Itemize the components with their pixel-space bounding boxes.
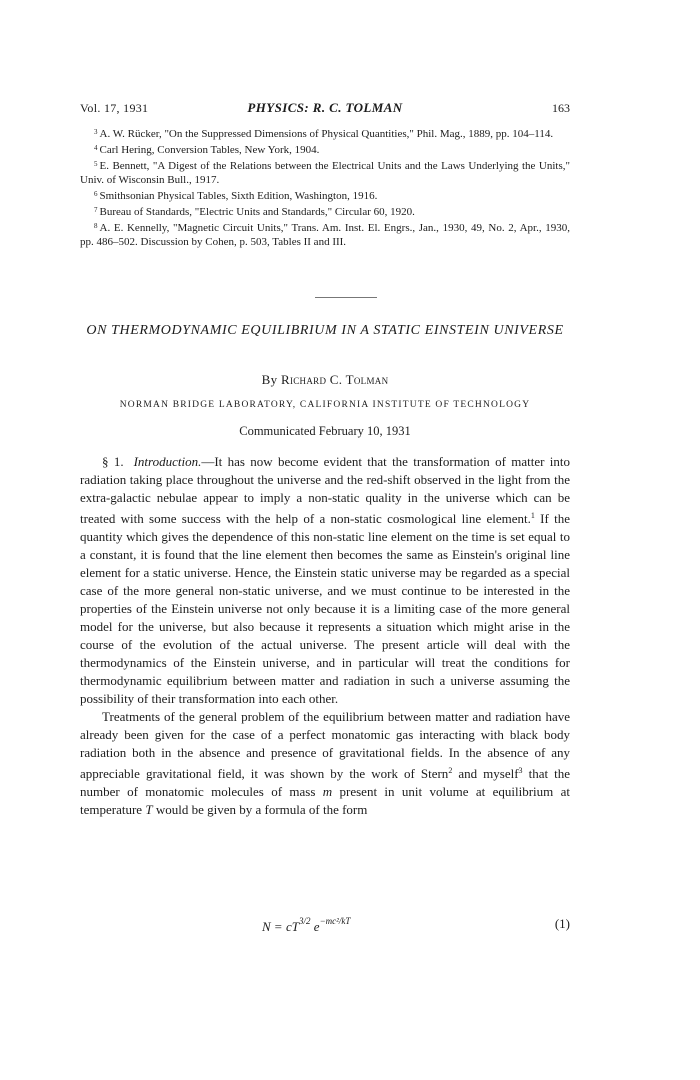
paragraph [80,708,570,819]
paragraph-text: —It has now become evident that the transformation of matter into radiation taking place throughout the universe and the red-shift observed in the light from the extra-galactic nebulae appear to imply a non-static quality in the universe which can be treated with some success with the help of a non-static cosmological line element. [80,454,571,526]
reference-item [80,219,570,249]
article-body [80,453,570,819]
reference-item [80,157,570,187]
section-divider [315,297,377,298]
affiliation: NORMAN BRIDGE LABORATORY, CALIFORNIA INSTITUTE OF TECHNOLOGY [119,400,531,410]
paragraph-text: If the quantity which gives the dependence of this non-static line element on the time is set equal to a constant, it is found that the line element then becomes the same as Einstein's original line element for a static universe. Hence, the Einstein static universe may be regarded as a special case of the more general non-static universe, and we must continue to be interested in the properties of the Einstein universe not only because it is a limiting case of the more general model for the universe, but also because it represents a situation which might arise in the course of the evolution of the actual universe. The present article will deal with the thermodynamics of the Einstein universe, and in particular will treat the conditions for thermodynamic equilibrium between matter and radiation in such a universe assuming the possibility of their transformation into each other. [80,511,570,706]
paragraph [80,453,570,708]
section-number: § 1. [102,454,124,469]
reference-number: 6 [94,190,98,198]
volume-label: Vol. 17, 1931 [80,101,149,115]
byline-prefix: By [261,372,278,387]
reference-item [80,125,570,141]
reference-number: 8 [94,222,98,230]
reference-list [80,125,570,249]
reference-number: 5 [94,160,98,168]
reference-text: A. W. Rücker, "On the Suppressed Dimensions of Physical Quantities," Phil. Mag., 1889, pp. 104–114. [99,128,554,140]
communicated-date: Communicated February 10, 1931 [239,424,411,438]
reference-item [80,141,570,157]
equation-lhs: N [262,919,271,934]
reference-text: A. E. Kennelly, "Magnetic Circuit Units," Trans. Am. Inst. El. Engrs., Jan., 1930, 49, No. 2, Apr., 1930, pp. 486–502. Discussion by Cohen, p. 503, Tables II and III. [80,222,570,248]
equation-1 [80,910,570,938]
citation-marker: 1 [530,511,535,520]
paragraph-text: present in unit volume at equilibrium at temperature [80,784,571,817]
paragraph-text: that the number of monatomic molecules of mass [80,766,570,799]
math-variable: T [145,802,153,817]
section-heading: Introduction. [133,454,202,469]
reference-text: Carl Hering, Conversion Tables, New York, 1904. [99,144,320,156]
reference-number: 4 [94,144,98,152]
reference-number: 7 [94,206,98,214]
citation-marker: 2 [448,766,453,775]
page-number: 163 [552,101,570,115]
paragraph-text: would be given by a formula of the form [152,802,368,817]
paragraph-text: Treatments of the general problem of the equilibrium between matter and radiation have already been given for the case of a perfect monatomic gas interacting with black body radiation both in the absence and presence of gravitational fields. In the absence of any appreciable gravitational field, it was shown by the work of Stern [80,709,570,781]
paragraph-text: and myself [452,766,519,781]
citation-marker: 3 [518,766,523,775]
equation-exponent: 3/2 [299,916,311,926]
reference-number: 3 [94,128,98,136]
reference-item [80,203,570,219]
byline [80,372,570,388]
reference-text: Smithsonian Physical Tables, Sixth Edition, Washington, 1916. [99,190,378,202]
author-name: Richard C. Tolman [280,372,389,387]
reference-text: E. Bennett, "A Digest of the Relations between the Electrical Units and the Laws Underlying the Units," Univ. of Wisconsin Bull., 1917. [80,160,570,186]
math-variable: m [322,784,333,799]
running-header [80,101,570,119]
equation-base: e [313,919,320,934]
equation-coefficient: cT [286,919,300,934]
running-title: PHYSICS: R. C. TOLMAN [247,100,403,115]
equation-body [262,916,350,935]
article-title: ON THERMODYNAMIC EQUILIBRIUM IN A STATIC EINSTEIN UNIVERSE [86,323,564,338]
equals-sign: = [274,919,283,934]
reference-text: Bureau of Standards, "Electric Units and Standards," Circular 60, 1920. [99,206,415,218]
reference-item [80,187,570,203]
equation-number: (1) [554,916,570,931]
equation-exponent: −mc²/kT [319,916,351,926]
